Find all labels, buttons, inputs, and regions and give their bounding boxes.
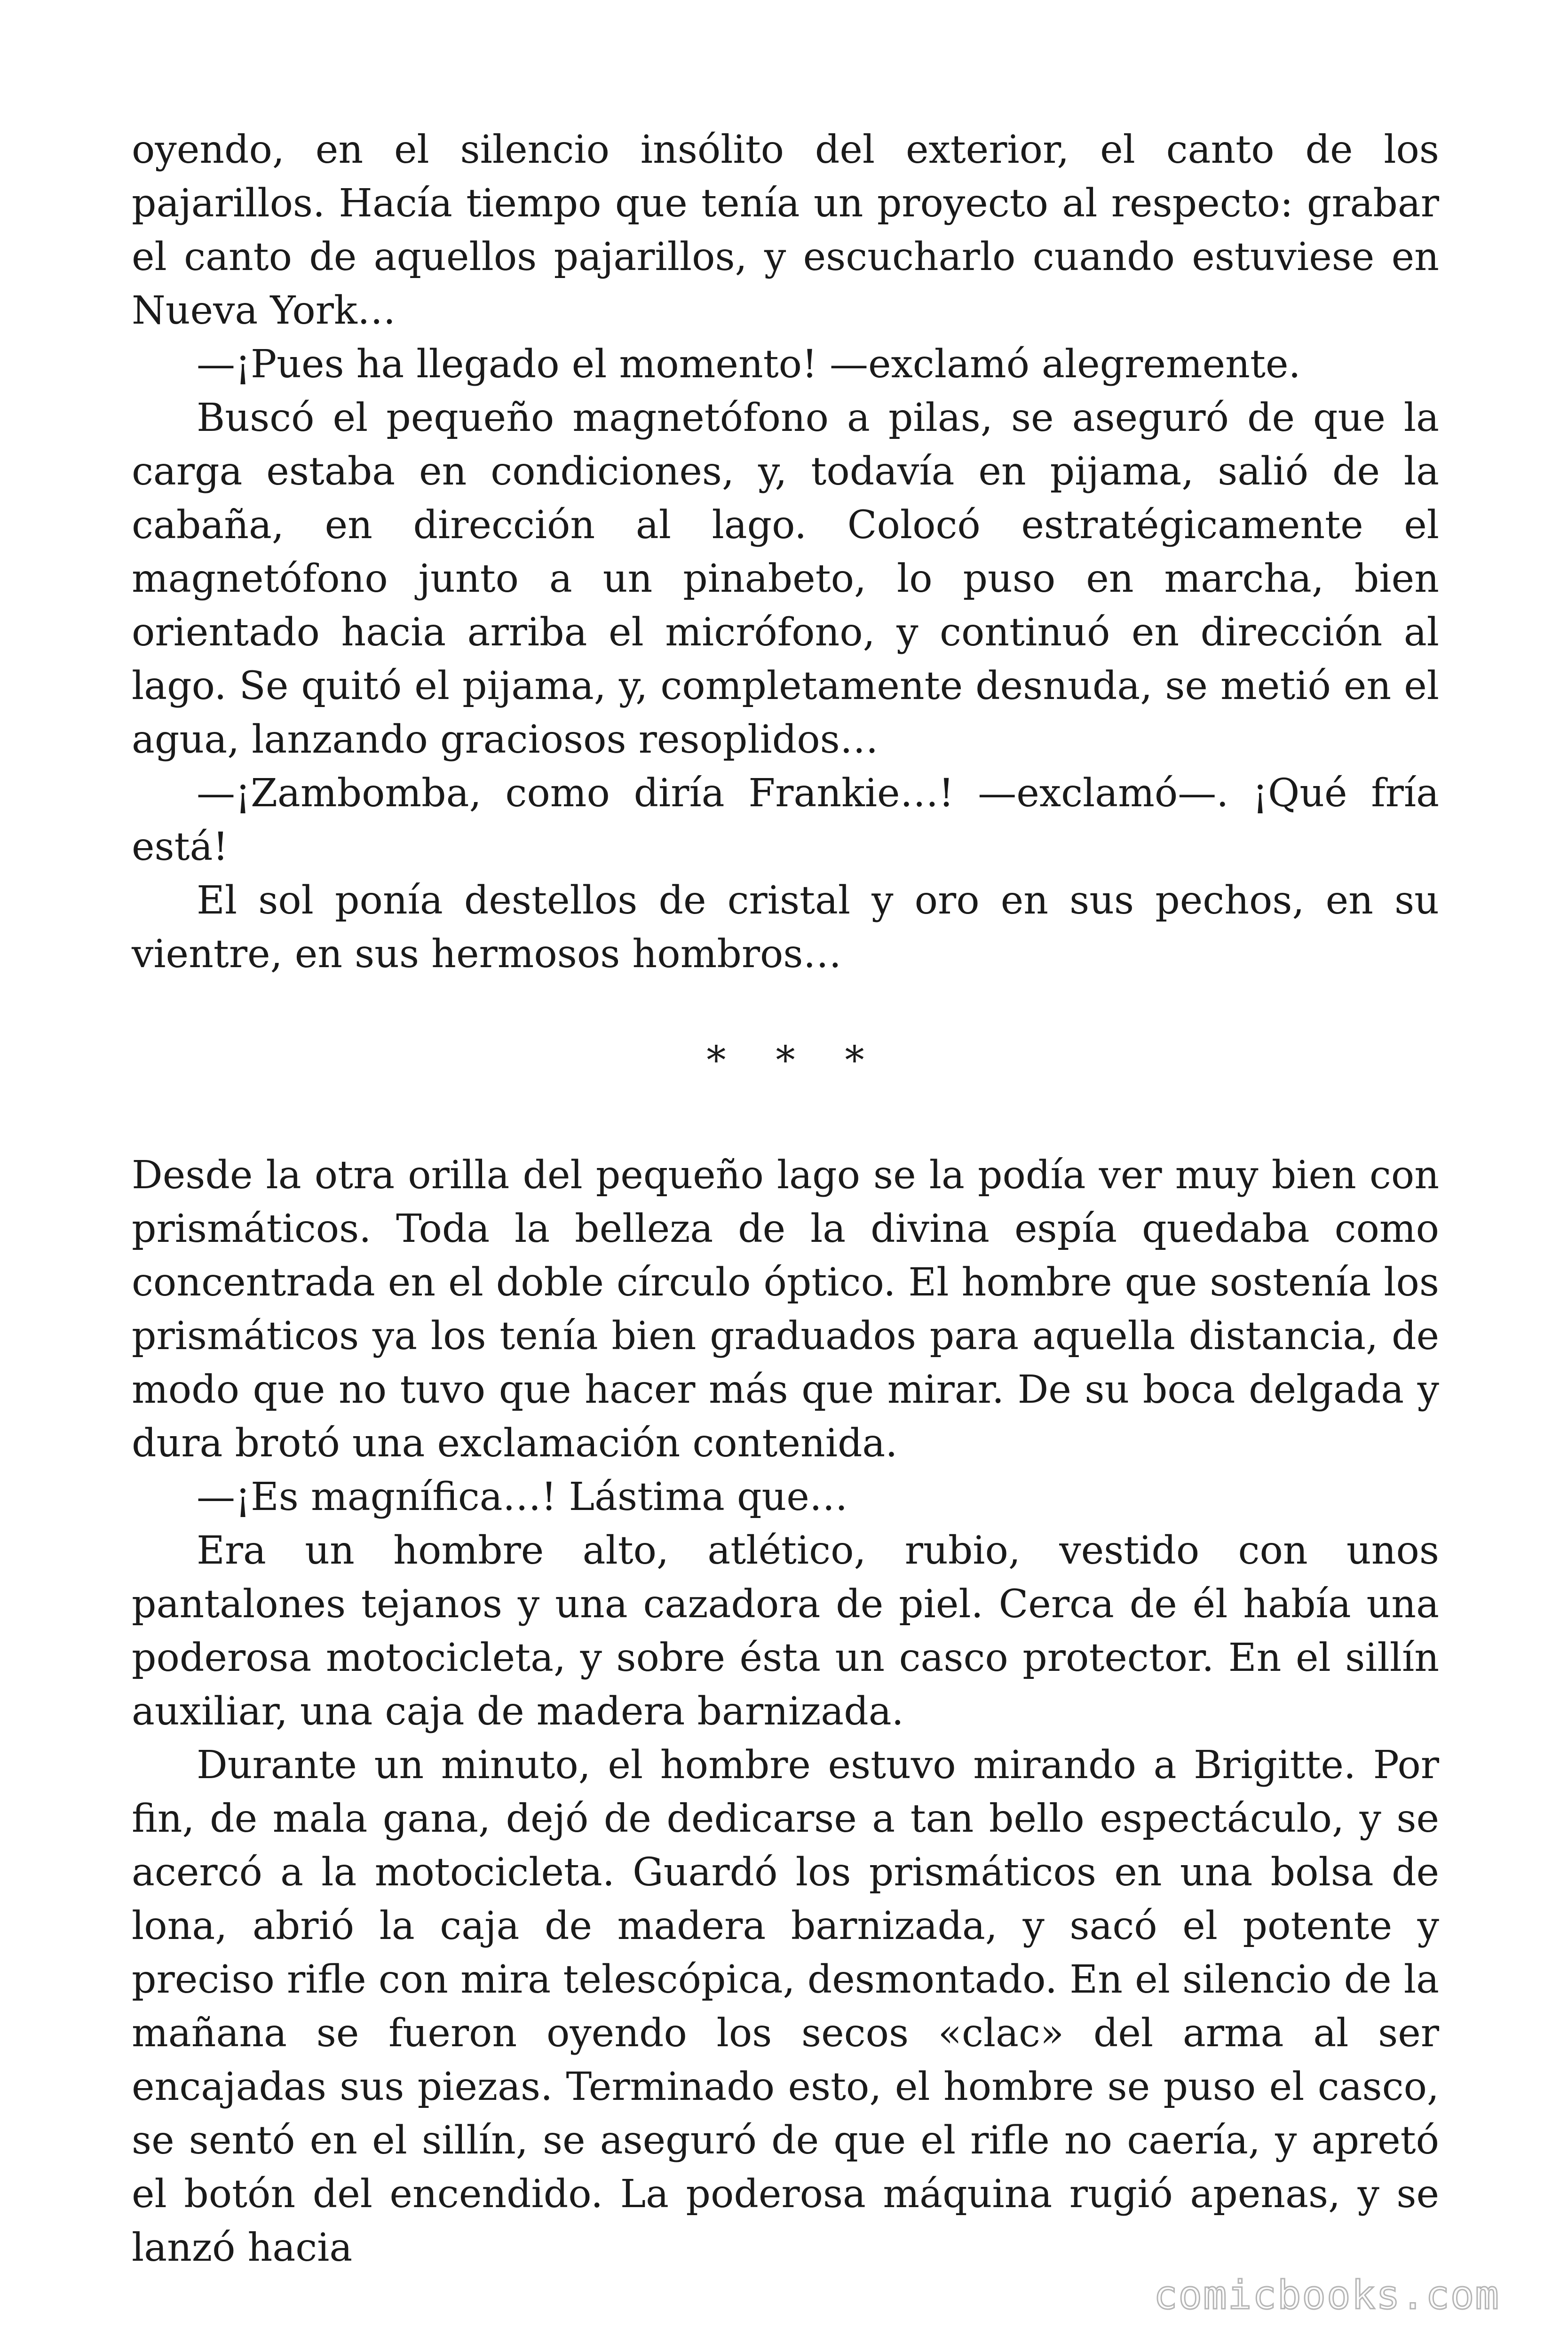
paragraph: Era un hombre alto, atlético, rubio, vestido con unos pantalones tejanos y una cazadora de piel. Cerca de él había una poderosa motocicleta, y sobre ésta un casco protector. En el sillín auxiliar, una caja de madera barnizada. (132, 1528, 1439, 1734)
paragraph: Durante un minuto, el hombre estuvo mirando a Brigitte. Por fin, de mala gana, dejó de dedicarse a tan bello espectáculo, y se acercó a la motocicleta. Guardó los prismáticos en una bolsa de lona, abrió la caja de madera barnizada, y sacó el potente y preciso rifle con mira telescópica, desmontado. En el silencio de la mañana se fueron oyendo los secos «clac» del arma al ser encajadas sus piezas. Terminado esto, el hombre se puso el casco, se sentó en el sillín, se aseguró de que el rifle no caería, y apretó el botón del encendido. La poderosa máquina rugió apenas, y se lanzó hacia (132, 1743, 1439, 2270)
paragraph: Desde la otra orilla del pequeño lago se la podía ver muy bien con prismáticos. Toda la belleza de la divina espía quedaba como concentrada en el doble círculo óptico. El hombre que sostenía los prismáticos ya los tenía bien graduados para aquella distancia, de modo que no tuvo que hacer más que mirar. De su boca delgada y dura brotó una exclamación contenida. (132, 1153, 1439, 1466)
section-after (132, 1149, 1439, 2275)
paragraph: —¡Zambomba, como diría Frankie…! —exclamó—. ¡Qué fría está! (132, 771, 1439, 869)
page-body (132, 123, 1439, 2275)
paragraph: Buscó el pequeño magnetófono a pilas, se aseguró de que la carga estaba en condiciones, y, todavía en pijama, salió de la cabaña, en dirección al lago. Colocó estratégicamente el magnetófono junto a un pinabeto, lo puso en marcha, bien orientado hacia arriba el micrófono, y continuó en dirección al lago. Se quitó el pijama, y, completamente desnuda, se metió en el agua, lanzando graciosos resoplidos… (132, 396, 1439, 762)
watermark: comicbooks.com (1153, 2272, 1500, 2318)
paragraph: —¡Pues ha llegado el momento! —exclamó alegremente. (197, 342, 1301, 387)
scene-separator: * * * (706, 1038, 883, 1083)
paragraph: El sol ponía destellos de cristal y oro en sus pechos, en su vientre, en sus hermosos hombros… (132, 878, 1439, 977)
paragraph: oyendo, en el silencio insólito del exterior, el canto de los pajarillos. Hacía tiempo que tenía un proyecto al respecto: grabar el canto de aquellos pajarillos, y escucharlo cuando estuviese en Nueva York… (132, 127, 1439, 333)
paragraph: —¡Es magnífica…! Lástima que… (197, 1475, 848, 1519)
section-before (132, 123, 1439, 981)
